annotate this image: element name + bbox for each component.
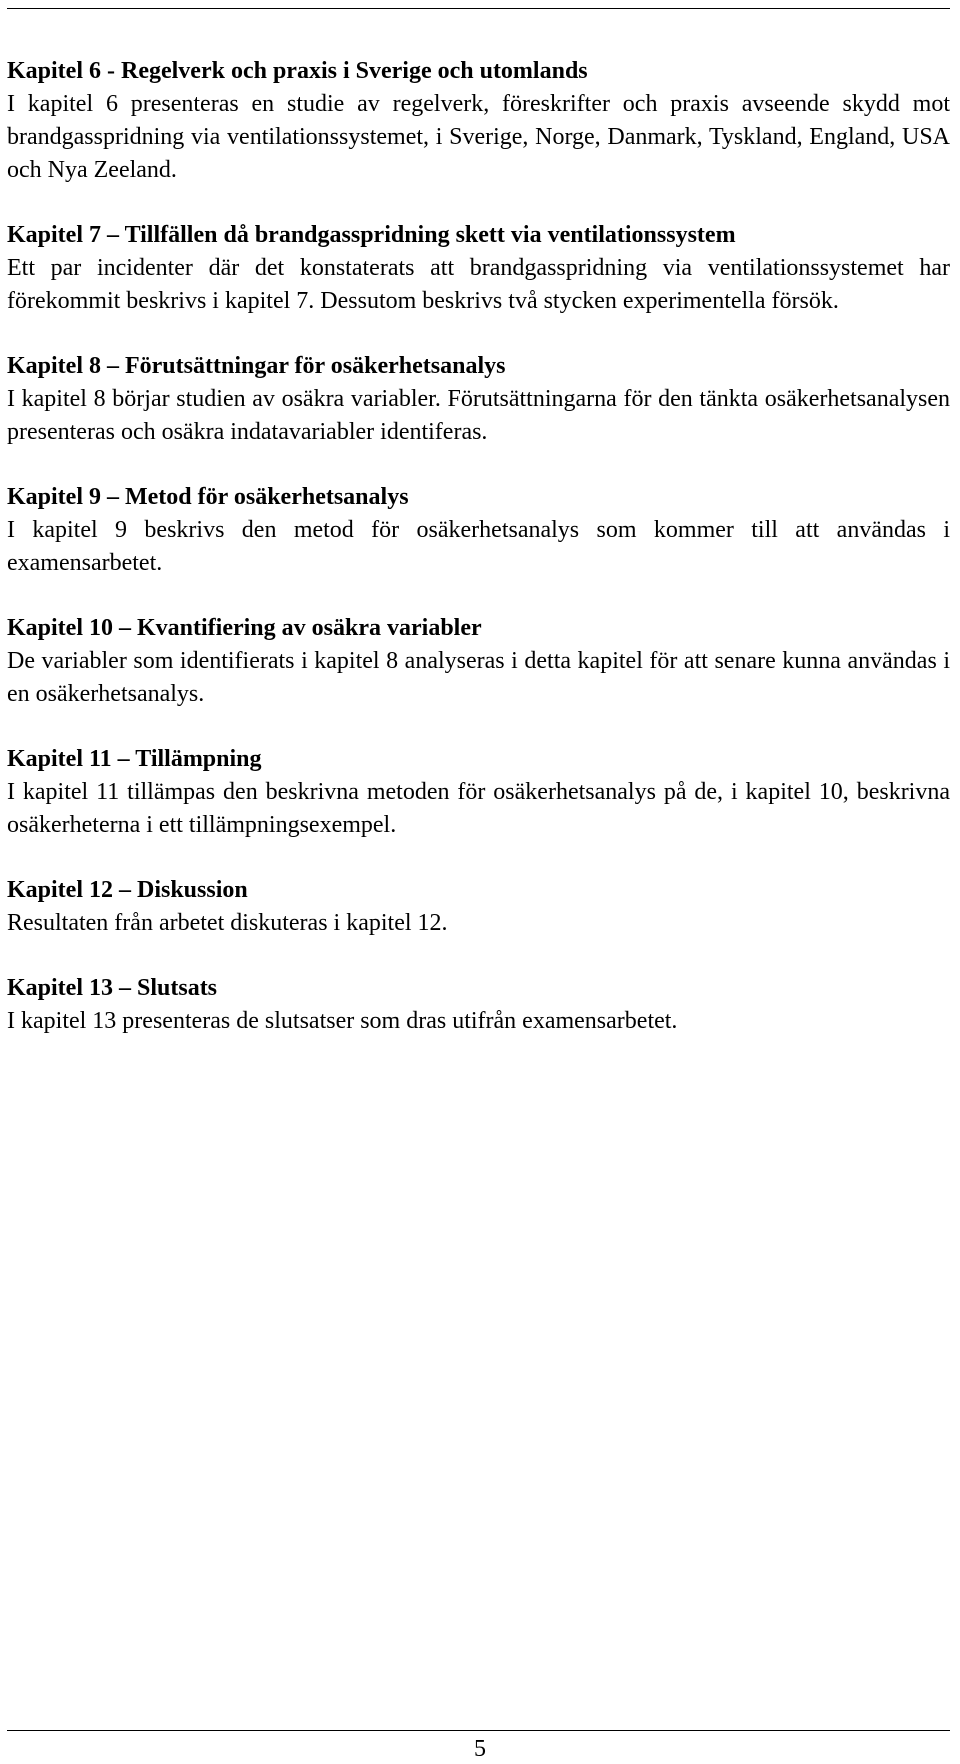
- chapter-description: Ett par incidenter där det konstaterats att brandgasspridning via ventilationssystemet har förekommit beskrivs i kapitel 7. Dessutom beskrivs två stycken experimentella försök.: [7, 255, 950, 314]
- chapter-heading: Kapitel 9 – Metod för osäkerhetsanalys: [7, 484, 409, 510]
- chapter-description: I kapitel 9 beskrivs den metod för osäkerhetsanalys som kommer till att användas i examensarbetet.: [7, 517, 950, 576]
- footer-rule: [7, 1730, 950, 1731]
- chapter-section: [7, 612, 950, 711]
- chapter-heading: Kapitel 12 – Diskussion: [7, 877, 248, 903]
- chapter-description: I kapitel 8 börjar studien av osäkra variabler. Förutsättningarna för den tänkta osäkerhetsanalysen presenteras och osäkra indatavariabler identiferas.: [7, 386, 950, 445]
- chapter-heading: Kapitel 11 – Tillämpning: [7, 746, 262, 772]
- chapter-section: [7, 219, 950, 318]
- chapter-section: [7, 743, 950, 842]
- chapter-description: I kapitel 6 presenteras en studie av regelverk, föreskrifter och praxis avseende skydd mot brandgasspridning via ventilationssystemet, i Sverige, Norge, Danmark, Tyskland, England, USA och Nya Zeeland.: [7, 91, 950, 183]
- chapter-section: [7, 481, 950, 580]
- page-content: [7, 55, 950, 1070]
- chapter-section: [7, 350, 950, 449]
- chapter-section: [7, 55, 950, 187]
- chapter-heading: Kapitel 6 - Regelverk och praxis i Sverige och utomlands: [7, 58, 588, 84]
- header-rule: [7, 8, 950, 9]
- chapter-description: Resultaten från arbetet diskuteras i kapitel 12.: [7, 910, 448, 936]
- chapter-heading: Kapitel 13 – Slutsats: [7, 975, 218, 1001]
- chapter-description: I kapitel 11 tillämpas den beskrivna metoden för osäkerhetsanalys på de, i kapitel 10, beskrivna osäkerheterna i ett tillämpningsexempel.: [7, 779, 950, 838]
- page-number: 5: [474, 1736, 486, 1762]
- chapter-section: [7, 874, 950, 940]
- chapter-heading: Kapitel 10 – Kvantifiering av osäkra variabler: [7, 615, 482, 641]
- chapter-description: I kapitel 13 presenteras de slutsatser som dras utifrån examensarbetet.: [7, 1008, 678, 1034]
- chapter-heading: Kapitel 7 – Tillfällen då brandgasspridning skett via ventilationssystem: [7, 222, 736, 248]
- chapter-section: [7, 972, 950, 1038]
- chapter-description: De variabler som identifierats i kapitel 8 analyseras i detta kapitel för att senare kunna användas i en osäkerhetsanalys.: [7, 648, 950, 707]
- chapter-heading: Kapitel 8 – Förutsättningar för osäkerhetsanalys: [7, 353, 506, 379]
